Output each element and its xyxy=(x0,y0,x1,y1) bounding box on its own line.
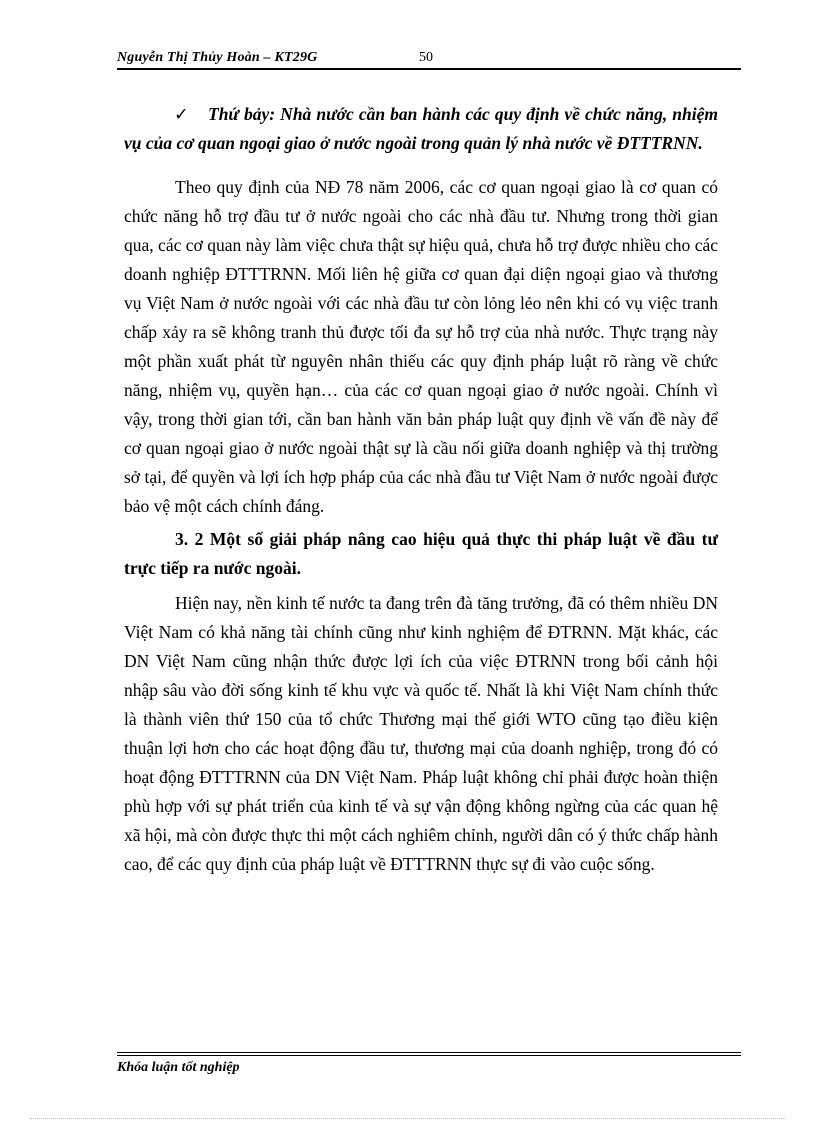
item-heading-seven xyxy=(124,100,718,158)
page-bottom-border xyxy=(30,1118,786,1119)
page-header xyxy=(117,48,741,70)
document-body xyxy=(124,100,718,879)
footer-text: Khóa luận tốt nghiệp xyxy=(117,1060,240,1075)
header-author: Nguyễn Thị Thủy Hoàn – KT29G xyxy=(117,50,318,65)
paragraph-1: Theo quy định của NĐ 78 năm 2006, các cơ quan ngoại giao là cơ quan có chức năng hỗ trợ đầu tư ở nước ngoài cho các nhà đầu tư. Nhưng trong thời gian qua, các cơ quan này làm việc chưa thật sự hiệu quả, chưa hỗ trợ được nhiều cho các doanh nghiệp ĐTTTRNN. Mối liên hệ giữa cơ quan đại diện ngoại giao và thương vụ Việt Nam ở nước ngoài với các nhà đầu tư còn lỏng lẻo nên khi có vụ việc tranh chấp xảy ra sẽ không tranh thủ được tối đa sự hỗ trợ của nhà nước. Thực trạng này một phần xuất phát từ nguyên nhân thiếu các quy định pháp luật rõ ràng về chức năng, nhiệm vụ, quyền hạn… của các cơ quan ngoại giao ở nước ngoài. Chính vì vậy, trong thời gian tới, cần ban hành văn bản pháp luật quy định về vấn đề này để cơ quan ngoại giao ở nước ngoài thật sự là cầu nối giữa doanh nghiệp và thị trường sở tại, để quyền và lợi ích hợp pháp của các nhà đầu tư Việt Nam ở nước ngoài được bảo vệ một cách chính đáng. xyxy=(124,177,718,516)
section-heading: 3. 2 Một số giải pháp nâng cao hiệu quả thực thi pháp luật về đầu tư trực tiếp ra nước ngoài. xyxy=(124,529,718,578)
footer-rule-bottom xyxy=(117,1055,741,1056)
header-rule xyxy=(117,68,741,70)
page-number: 50 xyxy=(419,50,433,65)
paragraph-2: Hiện nay, nền kinh tế nước ta đang trên đà tăng trưởng, đã có thêm nhiều DN Việt Nam có khả năng tài chính cũng như kinh nghiệm để ĐTRNN. Mặt khác, các DN Việt Nam cũng nhận thức được lợi ích của việc ĐTRNN trong bối cảnh hội nhập sâu vào đời sống kinh tế khu vực và quốc tế. Nhất là khi Việt Nam chính thức là thành viên thứ 150 của tổ chức Thương mại thế giới WTO cũng tạo điều kiện thuận lợi hơn cho các hoạt động đầu tư, thương mại của doanh nghiệp, trong đó có hoạt động ĐTTTRNN của DN Việt Nam. Pháp luật không chỉ phải được hoàn thiện phù hợp với sự phát triển của kinh tế và sự vận động không ngừng của các quan hệ xã hội, mà còn được thực thi một cách nghiêm chỉnh, người dân có ý thức chấp hành cao, để các quy định của pháp luật về ĐTTTRNN thực sự đi vào cuộc sống. xyxy=(124,593,718,874)
checkmark-icon: ✓ xyxy=(174,104,189,124)
page-footer xyxy=(117,1052,741,1076)
footer-rule-top xyxy=(117,1052,741,1053)
item-heading-text: Thứ bảy: Nhà nước cần ban hành các quy định về chức năng, nhiệm vụ của cơ quan ngoại giao ở nước ngoài trong quản lý nhà nước về ĐTTTRNN. xyxy=(124,104,718,153)
